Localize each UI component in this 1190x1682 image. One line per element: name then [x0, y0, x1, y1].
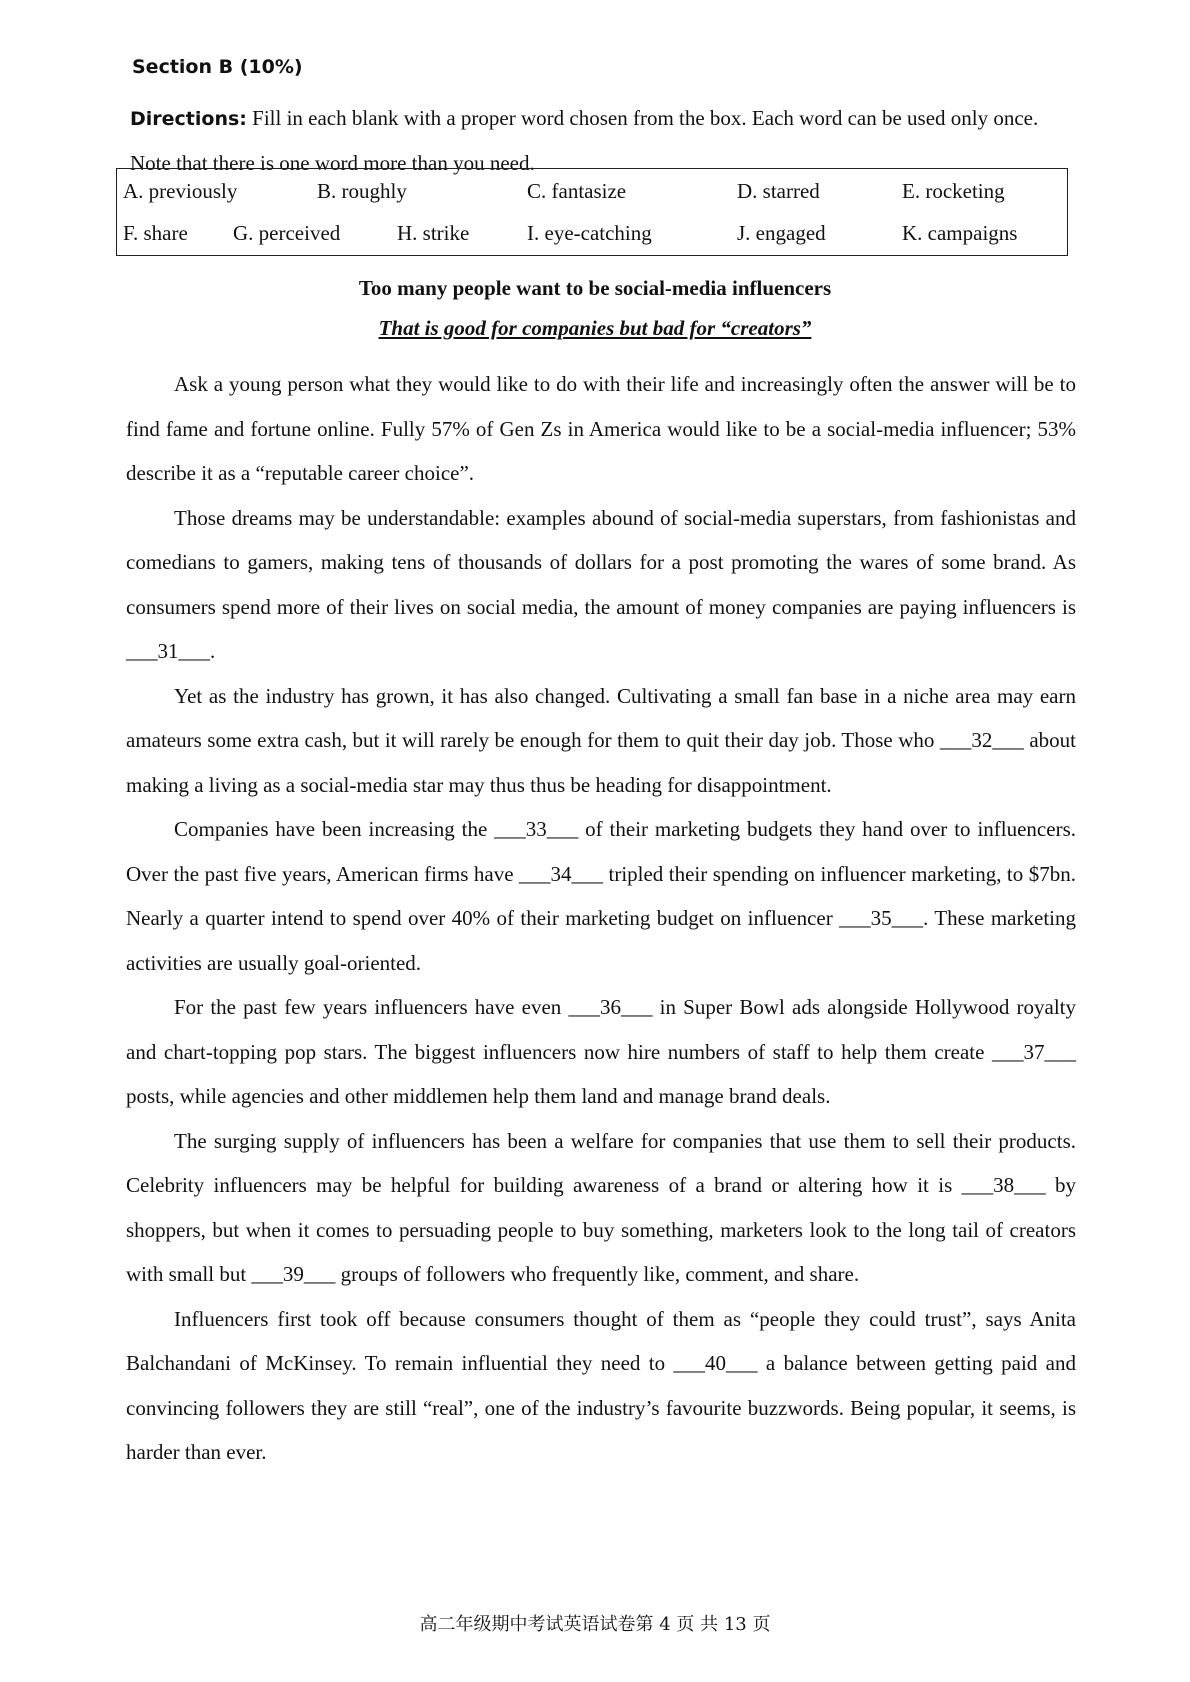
article-paragraph: Companies have been increasing the ___33___ of their marketing budgets they hand over to influencers. Over the past five years, American firms have ___34___ tripled their spending on influencer marketing, to $7bn. Nearly a quarter intend to spend over 40% of their marketing budget on influencer ___35___. These marketing activities are usually goal-oriented. — [126, 817, 1076, 975]
article-paragraph: The surging supply of influencers has been a welfare for companies that use them to sell their products. Celebrity influencers may be helpful for building awareness of a brand or altering how it is ___38___ by shoppers, but when it comes to persuading people to buy something, marketers look to the long tail of creators with small but ___39___ groups of followers who frequently like, comment, and share. — [126, 1128, 1076, 1286]
word-box-row — [117, 171, 1067, 215]
article-paragraph: Those dreams may be understandable: examples abound of social-media superstars, from fashionistas and comedians to gamers, making tens of thousands of dollars for a post promoting the wares of some brand. As consumers spend more of their lives on social media, the amount of money companies are paying influencers is ___31___. — [126, 505, 1076, 663]
article-paragraph: Ask a young person what they would like to do with their life and increasingly often the answer will be to find fame and fortune online. Fully 57% of Gen Zs in America would like to be a social-media influencer; 53% describe it as a “reputable career choice”. — [126, 372, 1076, 485]
article-paragraph: Yet as the industry has grown, it has also changed. Cultivating a small fan base in a niche area may earn amateurs some extra cash, but it will rarely be enough for them to quit their day job. Those who ___32___ about making a living as a social-media star may thus thus be heading for disappointment. — [126, 683, 1076, 797]
word-option: H. strike — [397, 221, 470, 245]
word-option: E. rocketing — [902, 179, 1005, 203]
word-option: C. fantasize — [527, 179, 627, 203]
word-option: F. share — [123, 221, 188, 245]
word-box-row — [117, 213, 1067, 257]
word-option: G. perceived — [233, 221, 341, 245]
directions-label: Directions: — [130, 108, 247, 130]
article-paragraph: For the past few years influencers have even ___36___ in Super Bowl ads alongside Hollywood royalty and chart-topping pop stars. The biggest influencers now hire numbers of staff to help them create ___37___ posts, while agencies and other middlemen help them land and manage brand deals. — [126, 995, 1076, 1108]
word-option: K. campaigns — [902, 221, 1018, 245]
article-body — [126, 362, 1076, 1475]
article-paragraph: Influencers first took off because consumers thought of them as “people they could trust”, says Anita Balchandani of McKinsey. To remain influential they need to ___40___ a balance between getting paid and convincing followers they are still “real”, one of the industry’s favourite buzzwords. Being popular, it seems, is harder than ever. — [126, 1306, 1076, 1464]
page-footer: 高二年级期中考试英语试卷第 4 页 共 13 页 — [419, 1614, 771, 1635]
word-option: A. previously — [123, 179, 238, 203]
article-subtitle: That is good for companies but bad for “creators” — [378, 316, 812, 340]
word-option: I. eye-catching — [527, 221, 652, 245]
word-box — [116, 168, 1068, 256]
section-title: Section B (10%) — [132, 56, 303, 78]
word-option: B. roughly — [317, 179, 407, 203]
article-title: Too many people want to be social-media influencers — [358, 276, 832, 300]
word-option: J. engaged — [737, 221, 826, 245]
directions-text: Fill in each blank with a proper word chosen from the box. Each word can be used only once. Note that there is one word more than you need. — [130, 106, 1039, 175]
word-option: D. starred — [737, 179, 820, 203]
